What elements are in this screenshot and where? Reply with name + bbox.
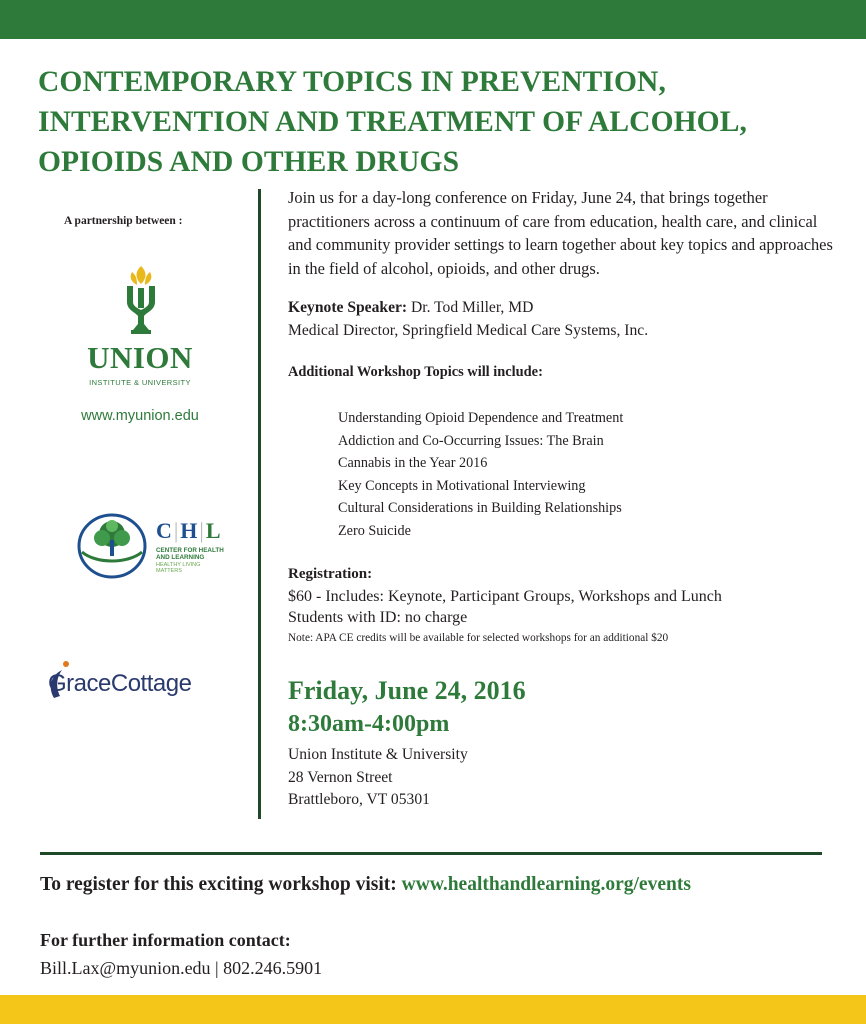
list-item: Cannabis in the Year 2016 <box>338 455 488 471</box>
union-url-link[interactable]: www.myunion.edu <box>81 408 199 424</box>
keynote-role: Medical Director, Springfield Medical Care Systems, Inc. <box>288 322 649 339</box>
bottom-yellow-band <box>0 995 866 1024</box>
register-url-link[interactable]: www.healthandlearning.org/events <box>401 874 691 895</box>
contact-block <box>40 926 322 982</box>
register-line <box>40 874 691 896</box>
workshop-topic-list <box>338 407 623 542</box>
venue-line: Brattleboro, VT 05301 <box>288 791 430 808</box>
registration-heading: Registration: <box>288 566 373 582</box>
event-date: Friday, June 24, 2016 <box>288 676 526 705</box>
venue-line: Union Institute & University <box>288 746 468 763</box>
chl-letters <box>156 518 223 544</box>
chl-subtitle: CENTER FOR HEALTH AND LEARNING <box>156 547 224 561</box>
list-item: Key Concepts in Motivational Interviewing <box>338 477 586 494</box>
chl-letter-c: C <box>156 518 174 543</box>
horizontal-divider <box>40 852 822 855</box>
registration-note: Note: APA CE credits will be available for selected workshops for an additional $20 <box>288 631 669 644</box>
union-subtitle: INSTITUTE & UNIVERSITY <box>89 378 191 387</box>
intro-paragraph: Join us for a day-long conference on Friday, June 24, that brings together practitioners across a continuum of care from education, health care, and clinical and community provider settings to learn together about key topics and approaches in the field of alcohol, opioids, and other drugs. <box>288 188 833 278</box>
chl-letter-h: H <box>180 518 200 543</box>
list-item: Cultural Considerations in Building Relationships <box>338 500 622 516</box>
top-green-band <box>0 0 866 39</box>
tree-icon <box>76 512 152 582</box>
contact-heading: For further information contact: <box>40 930 291 950</box>
chl-separator: | <box>199 518 206 543</box>
chl-letter-l: L <box>205 518 223 543</box>
event-venue <box>288 744 468 812</box>
registration-block <box>288 564 848 647</box>
union-logo <box>78 262 202 392</box>
union-wordmark: UNION <box>87 340 193 375</box>
chl-tagline: HEALTHY LIVING MATTERS <box>156 562 201 574</box>
chl-logo <box>76 512 226 582</box>
list-item: Addiction and Co-Occurring Issues: The Brain <box>338 432 604 449</box>
list-item: Understanding Opioid Dependence and Treatment <box>338 410 624 426</box>
registration-students: Students with ID: no charge <box>288 609 468 626</box>
chl-separator: | <box>173 518 181 543</box>
register-text: To register for this exciting workshop visit: <box>40 874 402 895</box>
list-item: Zero Suicide <box>338 522 411 539</box>
union-emblem-icon <box>121 264 161 336</box>
vertical-divider <box>258 189 261 819</box>
registration-price: $60 - Includes: Keynote, Participant Groups, Workshops and Lunch <box>288 587 722 605</box>
keynote-name: Dr. Tod Miller, MD <box>411 299 534 316</box>
workshop-heading: Additional Workshop Topics will include: <box>288 364 543 380</box>
page-title: CONTEMPORARY TOPICS IN PREVENTION, INTERVENTION AND TREATMENT OF ALCOHOL, OPIOIDS AND OTHER DRUGS <box>38 66 747 178</box>
venue-line: 28 Vernon Street <box>288 768 393 786</box>
keynote-block <box>288 296 838 342</box>
grace-cottage-logo <box>44 660 244 710</box>
grace-cottage-wordmark: GraceCottage <box>48 670 192 697</box>
keynote-label: Keynote Speaker: <box>288 299 408 316</box>
event-time: 8:30am-4:00pm <box>288 711 450 737</box>
contact-line[interactable]: Bill.Lax@myunion.edu | 802.246.5901 <box>40 958 323 978</box>
partnership-label: A partnership between : <box>64 215 183 227</box>
